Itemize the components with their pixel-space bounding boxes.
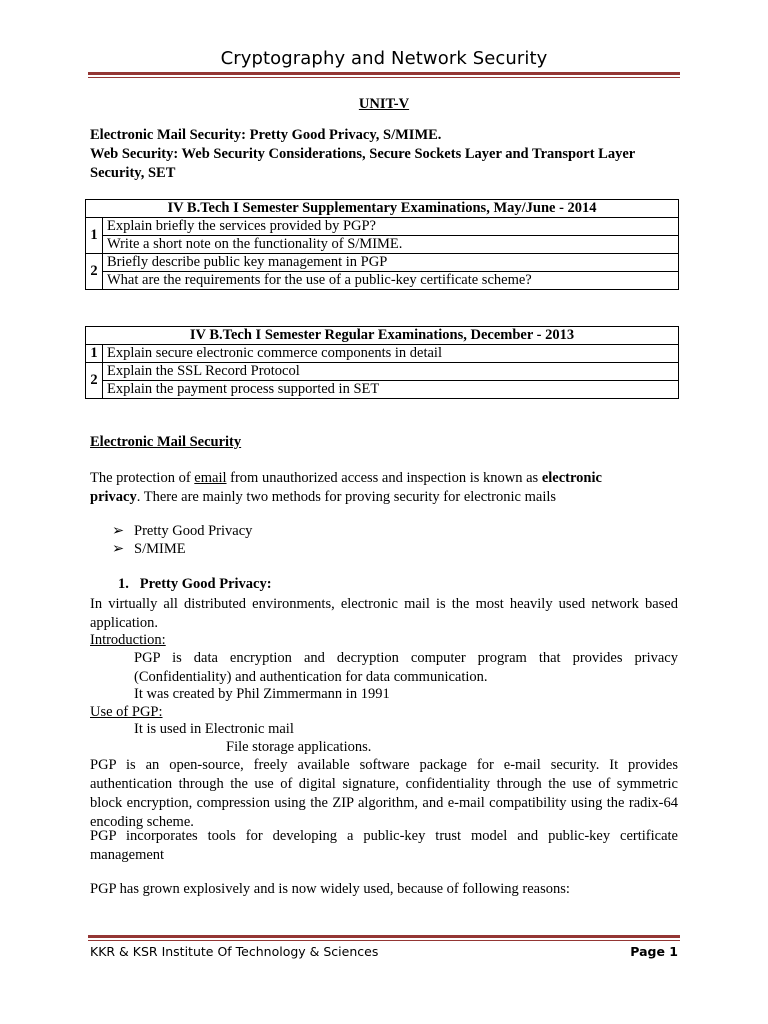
paragraph-electronic-privacy: [90, 469, 678, 507]
heading-pgp: [118, 576, 272, 593]
question-text: Explain briefly the services provided by PGP?: [103, 218, 679, 236]
text-run: from unauthorized access and inspection is known as: [226, 470, 542, 486]
paragraph-pgp-growth: PGP has grown explosively and is now widely used, because of following reasons:: [90, 881, 570, 897]
exam-table-title: IV B.Tech I Semester Supplementary Examinations, May/June - 2014: [86, 200, 679, 218]
topics-line-2: Web Security: Web Security Considerations, Secure Sockets Layer and Transport Layer: [90, 146, 636, 162]
section-heading-email-security: Electronic Mail Security: [90, 434, 242, 450]
text-run: . There are mainly two methods for proving security for electronic mails: [136, 489, 557, 505]
table-row: [86, 345, 679, 363]
exam-table-2013: [85, 326, 679, 399]
arrow-bullet-icon: ➢: [112, 541, 125, 557]
use-item-1: It is used in Electronic mail: [134, 721, 294, 737]
introduction-label: [90, 631, 678, 650]
footer-rule: [88, 935, 680, 941]
table-row: [86, 363, 679, 381]
use-item-2: File storage applications.: [226, 739, 372, 755]
list-item: [112, 541, 186, 558]
question-text: What are the requirements for the use of a public-key certificate scheme?: [103, 272, 679, 290]
exam-table-2014: [85, 199, 679, 290]
heading-text: Pretty Good Privacy:: [139, 576, 272, 592]
bold-term: privacy: [90, 489, 137, 505]
introduction-text-1: PGP is data encryption and decryption computer program that provides privacy (Confidentiality) and authentication for data communication.: [134, 650, 678, 685]
arrow-bullet-icon: ➢: [112, 523, 125, 539]
question-text: Explain secure electronic commerce components in detail: [103, 345, 679, 363]
paragraph-pgp-tools: PGP incorporates tools for developing a public-key trust model and public-key certificate management: [90, 828, 678, 863]
label-text: Introduction:: [90, 632, 166, 648]
question-number: 1: [86, 345, 103, 363]
question-text: Write a short note on the functionality of S/MIME.: [103, 236, 679, 254]
question-text: Explain the SSL Record Protocol: [103, 363, 679, 381]
label-text: Use of PGP:: [90, 704, 163, 720]
table-row: [86, 254, 679, 272]
bold-term: electronic: [541, 470, 602, 486]
table-row: [86, 272, 679, 290]
introduction-text-2: It was created by Phil Zimmermann in 1991: [134, 686, 390, 702]
list-item: [112, 523, 252, 540]
paragraph-intro: In virtually all distributed environments, electronic mail is the most heavily used network based application.: [90, 596, 678, 631]
question-text: Explain the payment process supported in SET: [103, 381, 679, 399]
table-row: [86, 236, 679, 254]
question-number: 1: [86, 218, 103, 254]
unit-topics: [90, 126, 680, 183]
paragraph-pgp-description: PGP is an open-source, freely available software package for e-mail security. It provides authentication through the use of digital signature, confidentiality through the use of symmetric block encryption, compression using the ZIP algorithm, and e-mail compatibility using the radix-64 encoding scheme.: [90, 757, 678, 830]
unit-heading: UNIT-V: [358, 96, 410, 112]
question-number: 2: [86, 363, 103, 399]
topics-line-1: Electronic Mail Security: Pretty Good Privacy, S/MIME.: [90, 127, 442, 143]
question-text: Briefly describe public key management in PGP: [103, 254, 679, 272]
question-number: 2: [86, 254, 103, 290]
exam-table-title: IV B.Tech I Semester Regular Examinations, December - 2013: [86, 327, 679, 345]
heading-number: 1.: [118, 576, 129, 592]
table-row: [86, 381, 679, 399]
footer-page-number: Page 1: [630, 944, 678, 959]
topics-line-3: Security, SET: [90, 165, 176, 181]
text-run: The protection of: [90, 470, 195, 486]
email-link[interactable]: email: [194, 470, 227, 486]
list-item-text: Pretty Good Privacy: [134, 523, 253, 539]
footer-institute: KKR & KSR Institute Of Technology & Sciences: [90, 944, 379, 959]
table-row: [86, 218, 679, 236]
header-rule: [88, 72, 680, 78]
list-item-text: S/MIME: [134, 541, 186, 557]
page-header-title: Cryptography and Network Security: [220, 48, 548, 69]
